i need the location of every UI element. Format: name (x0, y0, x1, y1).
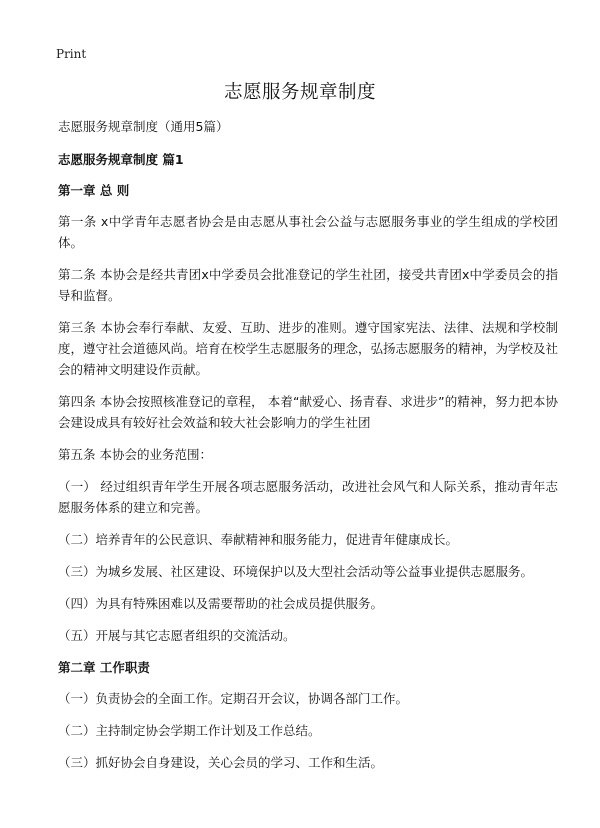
paragraph-scope-2: （二）培养青年的公民意识、奉献精神和服务能力，促进青年健康成长。 (58, 532, 459, 547)
chapter-heading: 第二章 工作职责 (58, 660, 150, 675)
document-title: 志愿服务规章制度 (223, 82, 376, 103)
paragraph-article-4: 第四条 本协会按照核准登记的章程， 本着“献爱心、扬青春、求进步”的精神，努力把本协会建设成具有较好社会效益和较大社会影响力的学生社团 (58, 394, 558, 430)
paragraph-scope-3: （三）为城乡发展、社区建设、环境保护以及大型社会活动等公益事业提供志愿服务。 (58, 564, 534, 579)
paragraph-duty-1: （一）负责协会的全面工作。定期召开会议，协调各部门工作。 (58, 691, 409, 706)
paragraph-duty-3: （三）抓好协会自身建设，关心会员的学习、工作和生活。 (58, 755, 384, 770)
document-body (58, 116, 558, 784)
chapter-heading: 第一章 总 则 (58, 183, 130, 198)
paragraph-article-5: 第五条 本协会的业务范围： (58, 447, 212, 462)
document-subtitle: 志愿服务规章制度（通用5篇） (58, 119, 229, 134)
paragraph-article-2: 第二条 本协会是经共青团x中学委员会批准登记的学生社团，接受共青团x中学委员会的指导和监督。 (58, 267, 558, 303)
paragraph-article-3: 第三条 本协会奉行奉献、友爱、互助、进步的准则。遵守国家宪法、法律、法规和学校制度，遵守社会道德风尚。培育在校学生志愿服务的理念，弘扬志愿服务的精神，为学校及社会的精神文明建设作贡献。 (58, 320, 559, 377)
section-heading: 志愿服务规章制度 篇1 (58, 152, 184, 167)
paragraph-scope-1: （一） 经过组织青年学生开展各项志愿服务活动，改进社会风气和人际关系，推动青年志愿服务体系的建立和完善。 (58, 479, 558, 515)
paragraph-scope-4: （四）为具有特殊困难以及需要帮助的社会成员提供服务。 (58, 596, 384, 611)
paragraph-scope-5: （五）开展与其它志愿者组织的交流活动。 (58, 628, 296, 643)
paragraph-duty-2: （二）主持制定协会学期工作计划及工作总结。 (58, 723, 321, 738)
print-link[interactable]: Print (56, 47, 87, 61)
paragraph-article-1: 第一条 x中学青年志愿者协会是由志愿从事社会公益与志愿服务事业的学生组成的学校团体。 (58, 214, 558, 250)
